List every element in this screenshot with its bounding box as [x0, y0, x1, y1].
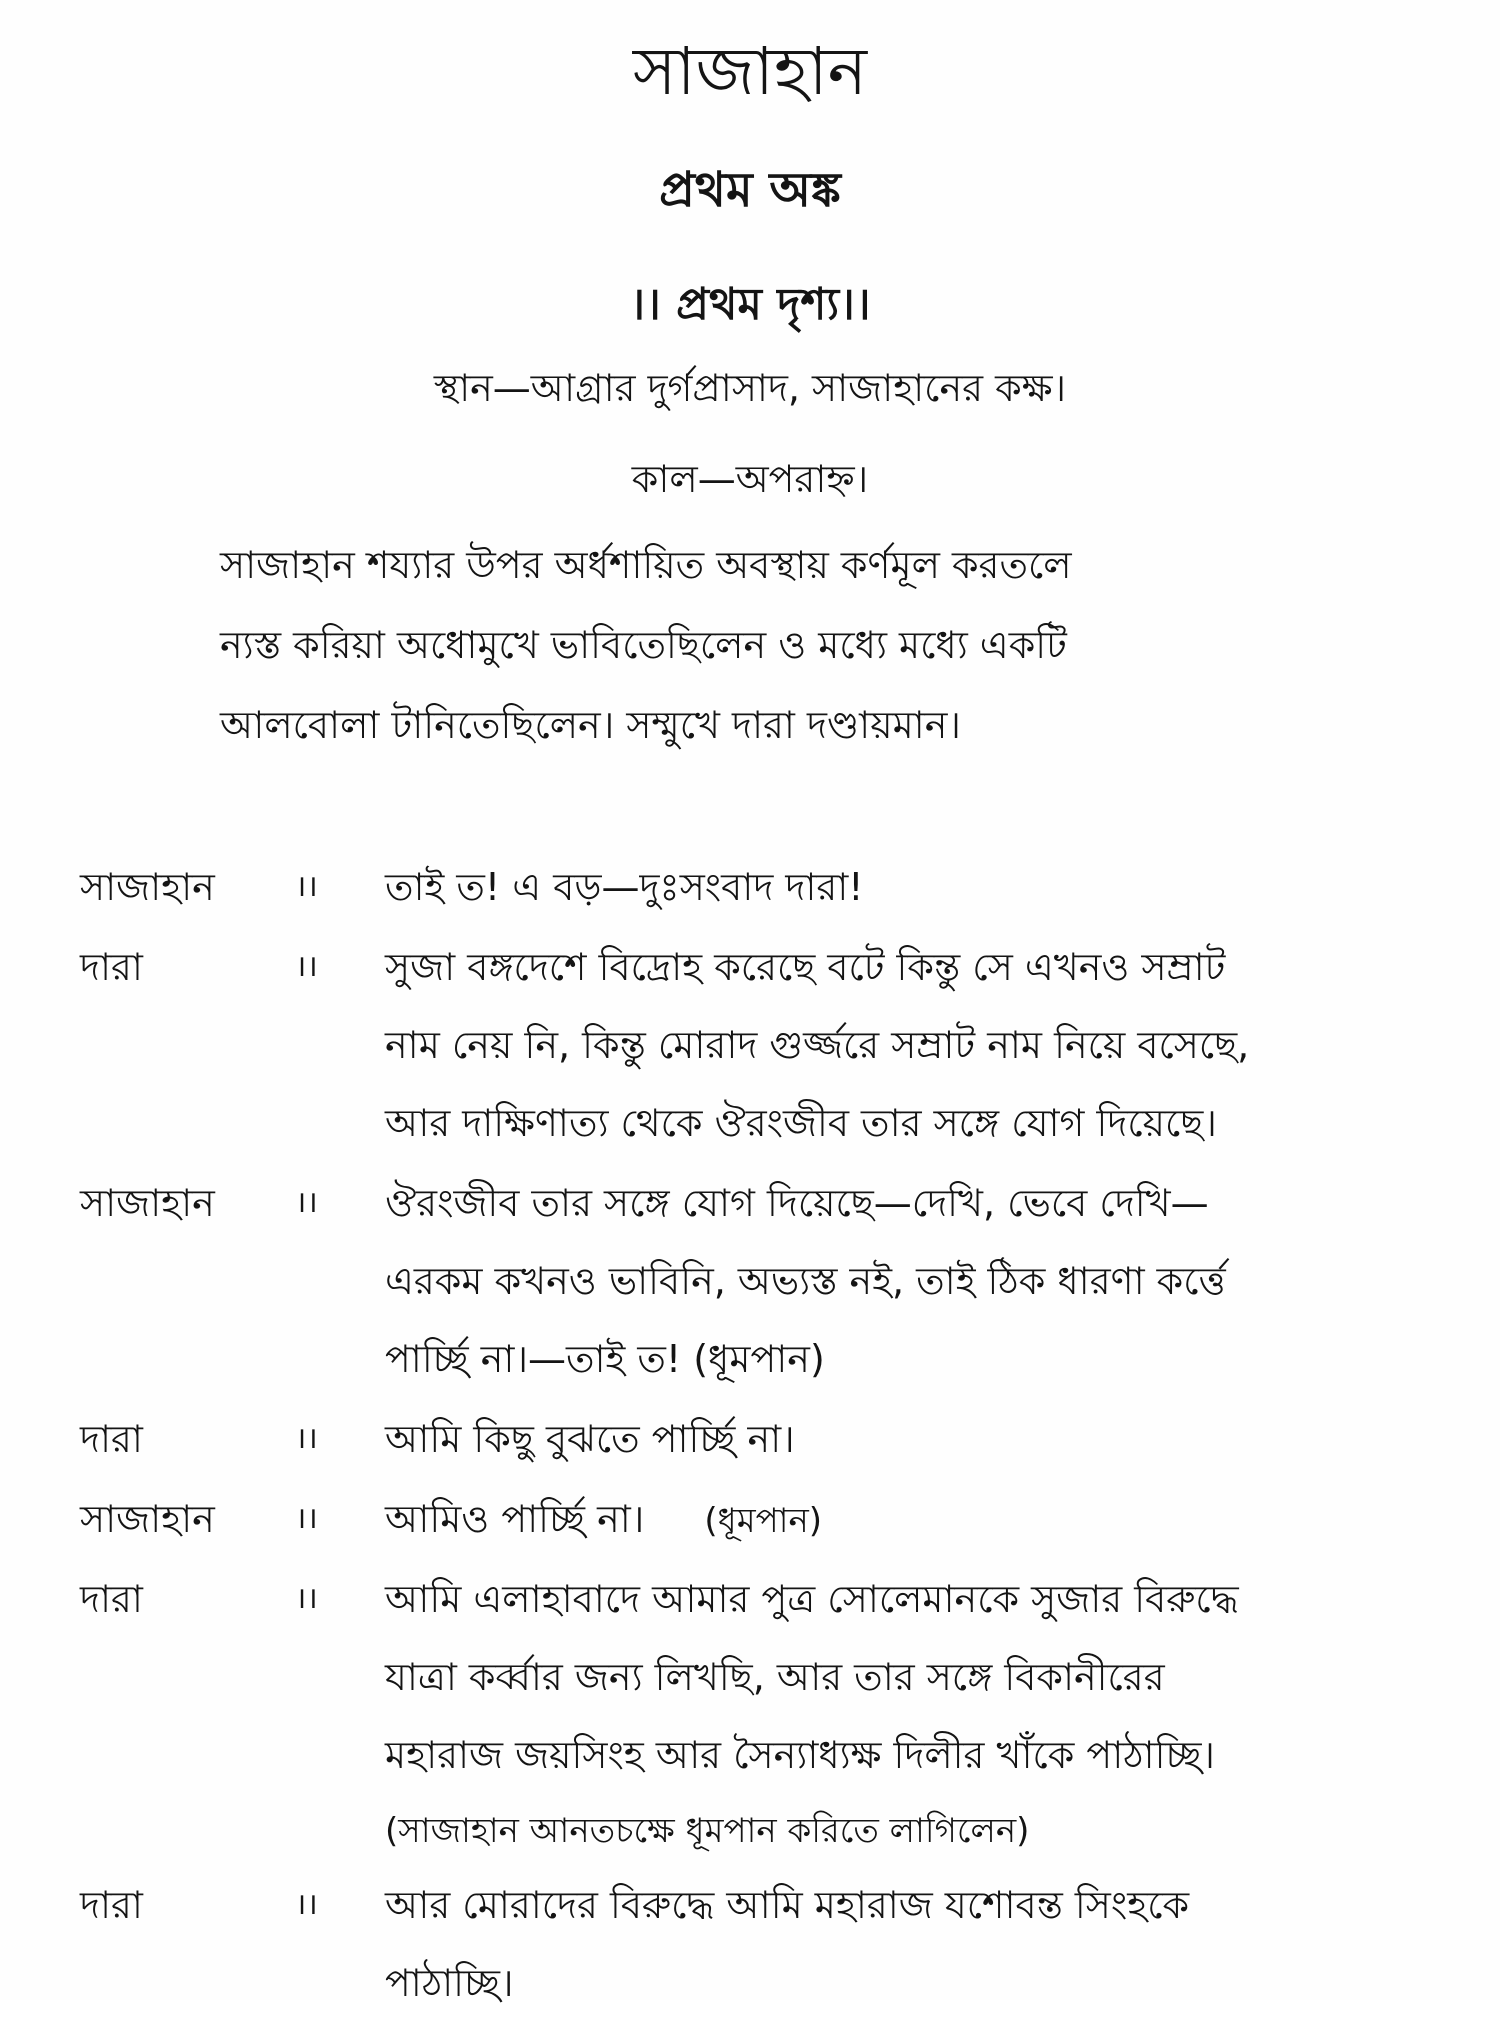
inline-stage-note: (ধূমপান): [704, 1501, 823, 1541]
speaker-separator: ।।: [295, 1501, 318, 1536]
stage-direction-line: আলবোলা টানিতেছিলেন। সম্মুখে দারা দণ্ডায়মান।: [220, 703, 961, 747]
stage-direction-line: সাজাহান শয্যার উপর অর্ধশায়িত অবস্থায় কর্ণমূল করতলে: [220, 543, 1072, 587]
interlude-stage-note: (সাজাহান আনতচক্ষে ধূমপান করিতে লাগিলেন): [385, 1811, 1030, 1851]
scene-heading: ।। প্রথম দৃশ্য।।: [629, 279, 871, 330]
speech-line: মহারাজ জয়সিংহ আর সৈন্যাধ্যক্ষ দিলীর খাঁকে পাঠাচ্ছি।: [385, 1733, 1216, 1777]
speech-line: আর মোরাদের বিরুদ্ধে আমি মহারাজ যশোবন্ত সিংহকে: [385, 1883, 1190, 1927]
stage-direction: [220, 525, 1300, 765]
speech-line: যাত্রা কর্ব্বার জন্য লিখছি, আর তার সঙ্গে বিকানীরের: [385, 1655, 1165, 1699]
speech-line-text: আমিও পার্চ্ছি না।: [385, 1497, 645, 1541]
dialogue-entry: [80, 1560, 1460, 1794]
dialogue-entry: [80, 928, 1460, 1162]
speech-line: পার্চ্ছি না।—তাই ত! (ধূমপান): [385, 1337, 825, 1381]
speech-text: [385, 1560, 1460, 1794]
speech-line: [385, 1480, 1460, 1558]
speech-line: আমি কিছু বুঝতে পার্চ্ছি না।: [385, 1417, 795, 1461]
speaker-separator: ।।: [295, 1421, 318, 1456]
stage-direction-line: ন্যস্ত করিয়া অধোমুখে ভাবিতেছিলেন ও মধ্যে মধ্যে একটি: [220, 623, 1067, 667]
speech-line: পাঠাচ্ছি।: [385, 1961, 514, 2005]
speech-text: [385, 1164, 1460, 1398]
play-title: সাজাহান: [632, 33, 868, 110]
speech-text: [385, 1480, 1460, 1558]
dialogue-entry: [80, 1164, 1460, 1398]
speaker-separator: ।।: [295, 1185, 318, 1220]
speech-text: [385, 928, 1460, 1162]
act-heading: প্রথম অঙ্ক: [659, 162, 841, 218]
speaker-name: সাজাহান: [80, 865, 215, 909]
speech-line: নাম নেয় নি, কিন্তু মোরাদ গুর্জ্জরে সম্রাট নাম নিয়ে বসেছে,: [385, 1023, 1250, 1067]
speech-text: [385, 848, 1460, 926]
speaker-separator: ।।: [295, 949, 318, 984]
dialogue-entry: [80, 1866, 1460, 2022]
dialogue-entry: [80, 848, 1460, 926]
dialogue-entry: [80, 1480, 1460, 1558]
speech-line: সুজা বঙ্গদেশে বিদ্রোহ করেছে বটে কিন্তু সে এখনও সম্রাট: [385, 945, 1226, 989]
scene-time: কাল—অপরাহ্ন।: [631, 457, 869, 501]
speaker-name: সাজাহান: [80, 1497, 215, 1541]
speech-line: তাই ত! এ বড়—দুঃসংবাদ দারা!: [385, 865, 864, 909]
speaker-separator: ।।: [295, 1581, 318, 1616]
dialogue-block: [80, 848, 1460, 2024]
speech-text: [385, 1866, 1460, 2022]
speech-line: ঔরংজীব তার সঙ্গে যোগ দিয়েছে—দেখি, ভেবে দেখি—: [385, 1181, 1209, 1225]
speaker-separator: ।।: [295, 1887, 318, 1922]
speaker-name: সাজাহান: [80, 1181, 215, 1225]
scene-place: স্থান—আগ্রার দুর্গপ্রাসাদ, সাজাহানের কক্ষ।: [433, 366, 1067, 410]
speaker-separator: ।।: [295, 869, 318, 904]
speaker-name: দারা: [80, 945, 143, 989]
speech-text: [385, 1400, 1460, 1478]
speech-line: আমি এলাহাবাদে আমার পুত্র সোলেমানকে সুজার বিরুদ্ধে: [385, 1577, 1239, 1621]
speech-line: আর দাক্ষিণাত্য থেকে ঔরংজীব তার সঙ্গে যোগ দিয়েছে।: [385, 1101, 1217, 1145]
speaker-name: দারা: [80, 1883, 143, 1927]
speaker-name: দারা: [80, 1417, 143, 1461]
speech-line: এরকম কখনও ভাবিনি, অভ্যস্ত নই, তাই ঠিক ধারণা কর্ত্তে: [385, 1259, 1226, 1303]
dialogue-entry: [80, 1400, 1460, 1478]
speaker-name: দারা: [80, 1577, 143, 1621]
